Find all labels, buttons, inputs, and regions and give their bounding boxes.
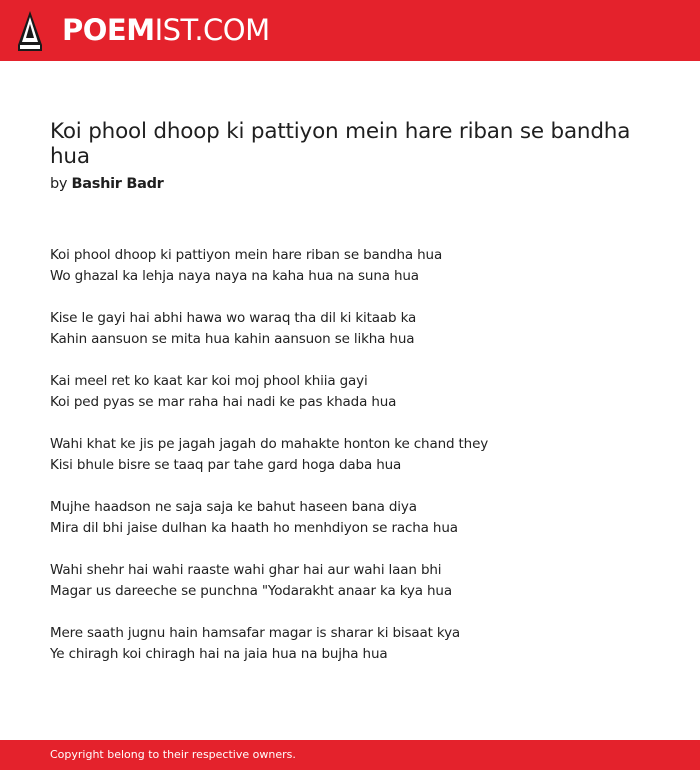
poem-line: Kahin aansuon se mita hua kahin aansuon se likha hua — [50, 331, 415, 347]
site-footer — [0, 740, 700, 770]
poem-line: Wahi khat ke jis pe jagah jagah do mahakte honton ke chand they — [50, 436, 489, 452]
poem-line: Kai meel ret ko kaat kar koi moj phool khiia gayi — [50, 373, 368, 389]
logo-brand-bold: POEM — [62, 13, 155, 47]
poem-line: Mujhe haadson ne saja saja ke bahut haseen bana diya — [50, 499, 417, 515]
poem-line: Mere saath jugnu hain hamsafar magar is sharar ki bisaat kya — [50, 625, 461, 641]
poem-line: Mira dil bhi jaise dulhan ka haath ho menhdiyon se racha hua — [50, 520, 458, 536]
poem-body — [50, 245, 670, 686]
byline — [50, 174, 164, 194]
site-header — [0, 0, 700, 61]
poem-line: Ye chiragh koi chiragh hai na jaia hua na bujha hua — [50, 646, 388, 662]
author-name: Bashir Badr — [71, 176, 164, 192]
copyright-notice: Copyright belong to their respective owners. — [50, 748, 296, 761]
poem-line: Wahi shehr hai wahi raaste wahi ghar hai aur wahi laan bhi — [50, 562, 442, 578]
site-logo[interactable] — [62, 12, 270, 48]
logo-brand-light: IST.COM — [154, 13, 270, 47]
poem-line: Koi phool dhoop ki pattiyon mein hare riban se bandha hua — [50, 247, 443, 263]
poem-line: Kisi bhule bisre se taaq par tahe gard hoga daba hua — [50, 457, 402, 473]
poem-title: Koi phool dhoop ki pattiyon mein hare riban se bandha hua — [50, 119, 631, 169]
stanza — [50, 623, 670, 665]
poem-line: Kise le gayi hai abhi hawa wo waraq tha dil ki kitaab ka — [50, 310, 417, 326]
byline-prefix: by — [50, 176, 68, 192]
stanza — [50, 434, 670, 476]
poem-line: Magar us dareeche se punchna "Yodarakht anaar ka kya hua — [50, 583, 452, 599]
stanza — [50, 560, 670, 602]
stanza — [50, 497, 670, 539]
poem-line: Wo ghazal ka lehja naya naya na kaha hua na suna hua — [50, 268, 419, 284]
stanza — [50, 371, 670, 413]
stanza — [50, 308, 670, 350]
poem-line: Koi ped pyas se mar raha hai nadi ke pas khada hua — [50, 394, 397, 410]
pen-nib-icon[interactable] — [18, 11, 42, 51]
stanza — [50, 245, 670, 287]
